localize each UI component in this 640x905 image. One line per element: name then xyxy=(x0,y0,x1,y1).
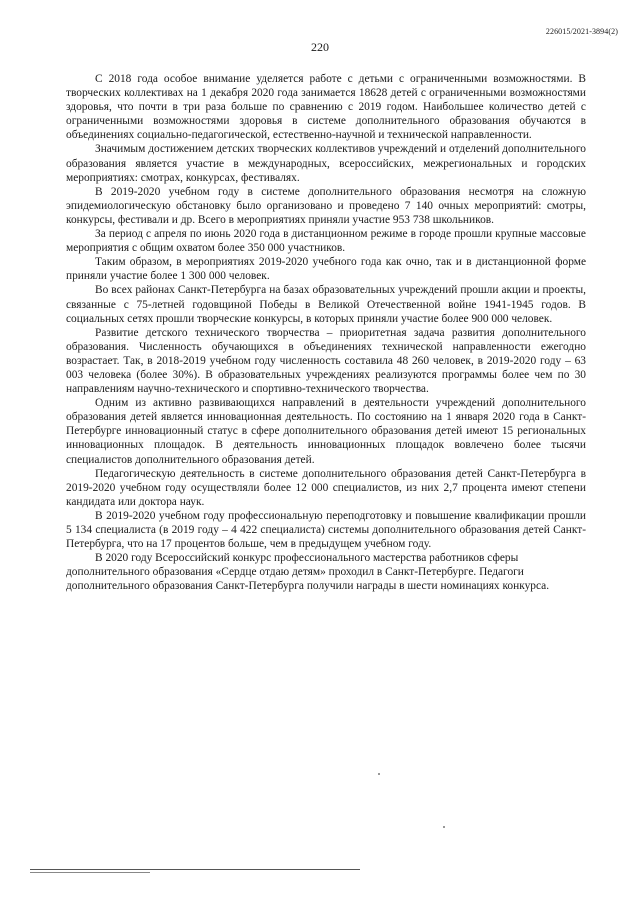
paragraph: С 2018 года особое внимание уделяется работе с детьми с ограниченными возможностями. В творческих коллективах на 1 декабря 2020 года занимается 18628 детей с ограниченными возможностями здоровья, что почти в три раза больше по сравнению с 2019 годом. Наибольшее количество детей с ограниченными возможностями здоровья в системе дополнительного образования обучаются в объединениях социально-педагогической, естественно-научной и технической направленности. xyxy=(66,73,586,142)
paragraph: В 2019-2020 учебном году в системе дополнительного образования несмотря на сложную эпидемиологическую обстановку было организовано и проведено 7 140 очных мероприятий: смотры, конкурсы, фестивали и др. Всего в мероприятиях приняли участие 953 738 школьников. xyxy=(66,185,586,226)
paragraph: За период с апреля по июнь 2020 года в дистанционном режиме в городе прошли крупные массовые мероприятия с общим охватом более 350 000 участников. xyxy=(66,228,586,255)
document-body xyxy=(66,72,586,593)
paragraph: Во всех районах Санкт-Петербурга на базах образовательных учреждений прошли акции и проекты, связанные с 75-летней годовщиной Победы в Великой Отечественной войне 1941-1945 годов. В социальных сетях прошли творческие конкурсы, в которых приняли участие более 900 000 человек. xyxy=(66,284,586,325)
scan-edge-line xyxy=(30,869,360,870)
scan-speck xyxy=(378,773,380,775)
paragraph: Одним из активно развивающихся направлений в деятельности учреждений дополнительного образования детей является инновационная деятельность. По состоянию на 1 января 2020 года в Санкт-Петербурге инновационный статус в сфере дополнительного образования детей имеют 15 региональных инновационных площадок. В деятельность инновационных площадок вовлечено более тысячи специалистов дополнительного образования детей. xyxy=(66,397,586,466)
paragraph: Педагогическую деятельность в системе дополнительного образования детей Санкт-Петербурга в 2019-2020 учебном году осуществляли более 12 000 специалистов, из них 2,7 процента имеют степени кандидата или доктора наук. xyxy=(66,467,586,508)
page-number: 220 xyxy=(311,40,329,54)
document-id: 226015/2021-3894(2) xyxy=(545,27,618,36)
scan-edge-line xyxy=(30,872,150,873)
paragraph: Значимым достижением детских творческих коллективов учреждений и отделений дополнительного образования является участие в международных, всероссийских, межрегиональных и городских мероприятиях: смотрах, конкурсах, фестивалях. xyxy=(66,143,586,184)
paragraph: В 2020 году Всероссийский конкурс профессионального мастерства работников сферы дополнительного образования «Сердце отдаю детям» проходил в Санкт-Петербурге. Педагоги дополнительного образования Санкт-Петербурга получили награды в шести номинациях конкурса. xyxy=(66,552,550,593)
scan-speck xyxy=(443,826,445,828)
paragraph: Развитие детского технического творчества – приоритетная задача развития дополнительного образования. Численность обучающихся в объединениях технической направленности ежегодно возрастает. Так, в 2018-2019 учебном году численность составила 48 260 человек, в 2019-2020 году – 63 003 человека (более 30%). В образовательных учреждениях реализуются программы более чем по 30 направлениям научно-технического и спортивно-технического творчества. xyxy=(66,326,586,396)
paragraph: Таким образом, в мероприятиях 2019-2020 учебного года как очно, так и в дистанционной форме приняли участие более 1 300 000 человек. xyxy=(66,256,586,283)
paragraph: В 2019-2020 учебном году профессиональную переподготовку и повышение квалификации прошли 5 134 специалиста (в 2019 году – 4 422 специалиста) системы дополнительного образования детей Санкт-Петербурга, что на 17 процентов больше, чем в предыдущем учебном году. xyxy=(66,509,586,551)
